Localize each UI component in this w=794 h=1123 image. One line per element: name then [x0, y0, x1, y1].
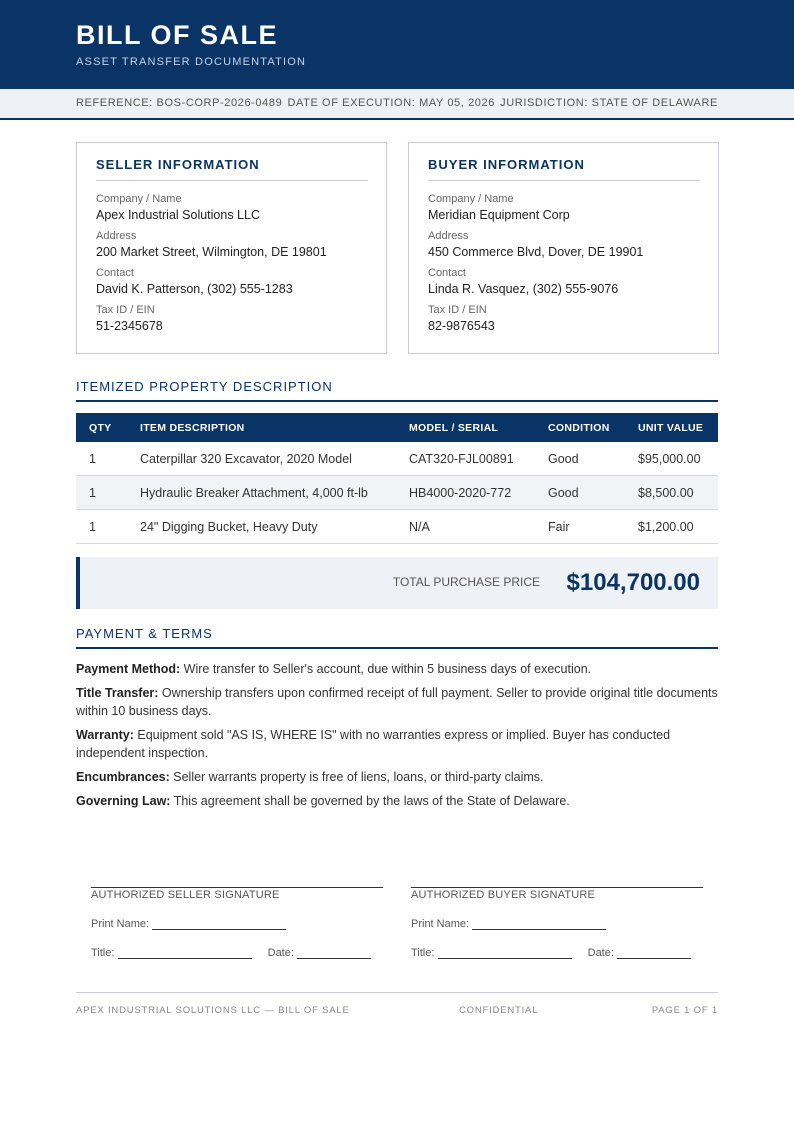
print-name-label: Print Name: — [91, 918, 150, 930]
term-label: Governing Law: — [76, 794, 171, 808]
table-cell: 1 — [76, 476, 127, 510]
buyer-print-name-field[interactable] — [472, 917, 606, 930]
title-label: Title: — [411, 947, 435, 959]
buyer-information-box — [408, 142, 719, 354]
table-row — [76, 510, 718, 544]
field-value: 450 Commerce Blvd, Dover, DE 19901 — [428, 245, 644, 259]
buyer-company-field — [428, 193, 700, 222]
seller-information-box — [76, 142, 387, 354]
field-label: Tax ID / EIN — [428, 304, 487, 316]
term-text: Equipment sold "AS IS, WHERE IS" with no warranties express or implied. Buyer has conducted independent inspection. — [76, 728, 671, 760]
payment-terms-heading: PAYMENT & TERMS — [76, 626, 718, 649]
itemized-section-heading: ITEMIZED PROPERTY DESCRIPTION — [76, 379, 718, 402]
buyer-taxid-field — [428, 304, 700, 333]
field-label: Contact — [428, 267, 466, 279]
table-cell: $95,000.00 — [625, 442, 718, 476]
buyer-address-field — [428, 230, 700, 259]
column-header: CONDITION — [535, 413, 625, 442]
total-label: TOTAL PURCHASE PRICE — [392, 575, 540, 589]
payment-terms-list — [76, 660, 718, 816]
term-item — [76, 768, 718, 786]
column-header: MODEL / SERIAL — [396, 413, 535, 442]
term-text: Ownership transfers upon confirmed receipt of full payment. Seller to provide original title documents within 10 business days. — [76, 686, 718, 718]
footer-confidential: CONFIDENTIAL — [459, 1005, 539, 1016]
seller-title-date-row — [91, 946, 383, 959]
table-cell: Hydraulic Breaker Attachment, 4,000 ft-lb — [127, 476, 396, 510]
column-header: ITEM DESCRIPTION — [127, 413, 396, 442]
term-item — [76, 660, 718, 678]
buyer-signature-block — [411, 868, 703, 959]
jurisdiction: JURISDICTION: STATE OF DELAWARE — [500, 97, 718, 109]
table-cell: $1,200.00 — [625, 510, 718, 544]
term-item — [76, 726, 718, 762]
term-item — [76, 792, 718, 810]
seller-date-field[interactable] — [297, 946, 371, 959]
field-value: 82-9876543 — [428, 319, 495, 333]
table-cell: Caterpillar 320 Excavator, 2020 Model — [127, 442, 396, 476]
term-label: Title Transfer: — [76, 686, 159, 700]
field-label: Contact — [96, 267, 134, 279]
buyer-title-date-row — [411, 946, 703, 959]
field-value: Linda R. Vasquez, (302) 555-9076 — [428, 282, 619, 296]
seller-print-name-field[interactable] — [152, 917, 286, 930]
document-subtitle: ASSET TRANSFER DOCUMENTATION — [76, 56, 307, 68]
table-cell: Fair — [535, 510, 625, 544]
field-label: Address — [96, 230, 137, 242]
buyer-date-field[interactable] — [617, 946, 691, 959]
buyer-title-field[interactable] — [438, 946, 572, 959]
table-cell: 24" Digging Bucket, Heavy Duty — [127, 510, 396, 544]
buyer-contact-field — [428, 267, 700, 296]
execution-date: DATE OF EXECUTION: MAY 05, 2026 — [287, 97, 495, 109]
buyer-heading: BUYER INFORMATION — [428, 157, 700, 181]
footer-company: APEX INDUSTRIAL SOLUTIONS LLC — BILL OF SALE — [76, 1005, 350, 1016]
table-cell: Good — [535, 476, 625, 510]
seller-address-field — [96, 230, 368, 259]
field-label: Company / Name — [428, 193, 514, 205]
itemized-property-table — [76, 413, 718, 544]
term-label: Encumbrances: — [76, 770, 170, 784]
term-label: Warranty: — [76, 728, 134, 742]
seller-signature-line[interactable] — [91, 887, 383, 888]
table-cell: 1 — [76, 510, 127, 544]
term-text: Seller warrants property is free of liens, loans, or third-party claims. — [169, 770, 544, 784]
seller-signature-label: AUTHORIZED SELLER SIGNATURE — [91, 889, 280, 901]
footer-page-number: PAGE 1 OF 1 — [651, 1005, 718, 1016]
column-header: QTY — [76, 413, 127, 442]
seller-company-field — [96, 193, 368, 222]
document-footer — [76, 992, 718, 1016]
title-label: Title: — [91, 947, 115, 959]
total-value: $104,700.00 — [566, 569, 700, 596]
table-cell: HB4000-2020-772 — [396, 476, 535, 510]
reference-number: REFERENCE: BOS-CORP-2026-0489 — [76, 97, 283, 109]
seller-print-name-row — [91, 917, 383, 930]
table-cell: CAT320-FJL00891 — [396, 442, 535, 476]
field-label: Address — [428, 230, 469, 242]
table-header-row — [76, 413, 718, 442]
table-cell: N/A — [396, 510, 535, 544]
table-cell: 1 — [76, 442, 127, 476]
table-cell: $8,500.00 — [625, 476, 718, 510]
table-row — [76, 476, 718, 510]
buyer-signature-label: AUTHORIZED BUYER SIGNATURE — [411, 889, 596, 901]
document-header — [0, 0, 794, 89]
term-text: Wire transfer to Seller's account, due within 5 business days of execution. — [180, 662, 592, 676]
table-row — [76, 442, 718, 476]
document-title: BILL OF SALE — [76, 20, 279, 50]
term-label: Payment Method: — [76, 662, 181, 676]
field-label: Company / Name — [96, 193, 182, 205]
seller-taxid-field — [96, 304, 368, 333]
seller-heading: SELLER INFORMATION — [96, 157, 368, 181]
table-cell: Good — [535, 442, 625, 476]
date-label: Date: — [587, 947, 614, 959]
field-value: 200 Market Street, Wilmington, DE 19801 — [96, 245, 327, 259]
column-header: UNIT VALUE — [625, 413, 718, 442]
seller-signature-block — [91, 868, 383, 959]
total-purchase-price-box — [76, 557, 718, 609]
field-label: Tax ID / EIN — [96, 304, 155, 316]
reference-bar — [0, 89, 794, 120]
print-name-label: Print Name: — [411, 918, 470, 930]
buyer-print-name-row — [411, 917, 703, 930]
date-label: Date: — [267, 947, 294, 959]
seller-title-field[interactable] — [118, 946, 252, 959]
field-value: David K. Patterson, (302) 555-1283 — [96, 282, 293, 296]
term-item — [76, 684, 718, 720]
seller-contact-field — [96, 267, 368, 296]
field-value: 51-2345678 — [96, 319, 163, 333]
term-text: This agreement shall be governed by the laws of the State of Delaware. — [170, 794, 570, 808]
field-value: Meridian Equipment Corp — [428, 208, 570, 222]
buyer-signature-line[interactable] — [411, 887, 703, 888]
field-value: Apex Industrial Solutions LLC — [96, 208, 260, 222]
